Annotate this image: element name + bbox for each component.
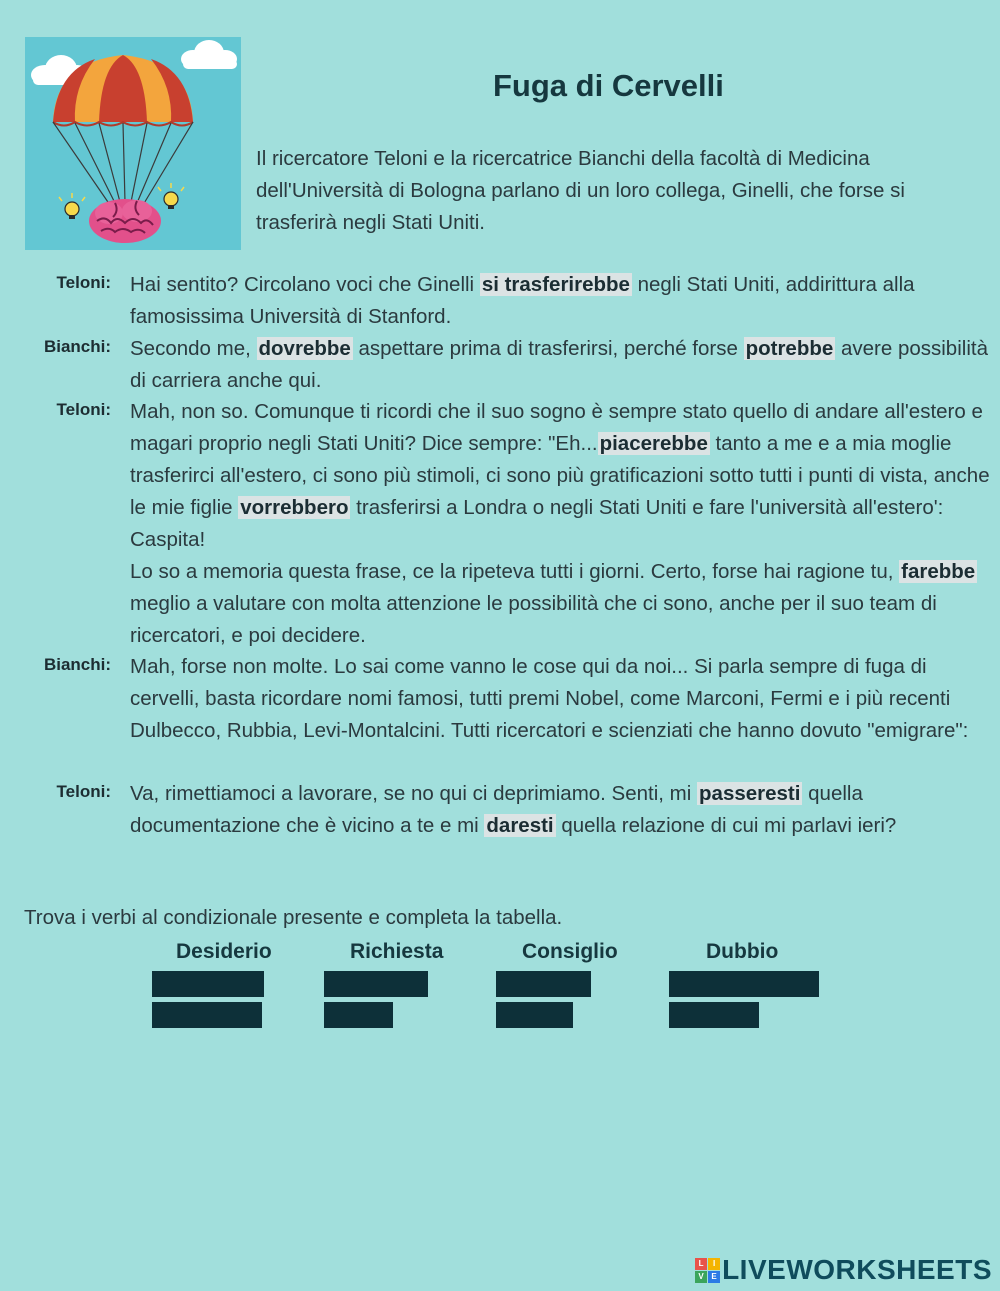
highlighted-verb: farebbe bbox=[901, 560, 976, 583]
dialogue-text: Va, rimettiamoci a lavorare, se no qui ci deprimiamo. Senti, mi bbox=[130, 782, 698, 805]
speaker-label: Bianchi: bbox=[43, 337, 111, 356]
dialogue-text: avere possibilità di carriera anche qui. bbox=[130, 337, 988, 392]
speaker-label: Teloni: bbox=[56, 782, 111, 801]
dialogue-text: tanto a me e a mia moglie trasferirci all'estero, ci sono più stimoli, ci sono più gratificazioni sotto tutti i punti di vista, anche le mie figlie bbox=[130, 432, 990, 519]
answer-input-consiglio-1[interactable] bbox=[496, 971, 591, 997]
intro-paragraph: Il ricercatore Teloni e la ricercatrice Bianchi della facoltà di Medicina dell'Università di Bologna parlano di un loro collega, Ginelli, che forse si trasferirà negli Stati Uniti. bbox=[256, 147, 905, 234]
logo-square: L bbox=[695, 1258, 707, 1270]
dialogue-text: quella documentazione che è vicino a te e mi bbox=[130, 782, 863, 837]
logo-squares-icon bbox=[695, 1258, 720, 1283]
highlighted-verb: passeresti bbox=[699, 782, 801, 805]
highlighted-verb: potrebbe bbox=[745, 337, 834, 360]
highlighted-verb: si trasferirebbe bbox=[481, 273, 630, 296]
column-header-richiesta: Richiesta bbox=[350, 940, 444, 963]
highlighted-verb: dovrebbe bbox=[258, 337, 351, 360]
dialogue-text: Hai sentito? Circolano voci che Ginelli bbox=[130, 273, 480, 296]
dialogue-line bbox=[130, 269, 990, 333]
parachute-icon bbox=[25, 37, 241, 250]
speaker-label: Teloni: bbox=[56, 273, 111, 292]
dialogue-text: aspettare prima di trasferirsi, perché forse bbox=[352, 337, 744, 360]
highlighted-verb: daresti bbox=[486, 814, 554, 837]
dialogue-text: meglio a valutare con molta attenzione le possibilità che ci sono, anche per il suo team di ricercatori, e poi decidere. bbox=[130, 592, 937, 647]
dialogue-text: negli Stati Uniti, addirittura alla famosissima Università di Stanford. bbox=[130, 273, 915, 328]
dialogue-text: trasferirsi a Londra o negli Stati Uniti e fare l'università all'estero': Caspita! bbox=[130, 496, 944, 551]
answer-input-consiglio-2[interactable] bbox=[496, 1002, 573, 1028]
highlighted-verb: piacerebbe bbox=[599, 432, 708, 455]
page-title: Fuga di Cervelli bbox=[493, 68, 724, 103]
logo-text: LIVEWORKSHEETS bbox=[722, 1254, 992, 1285]
dialogue-text: Mah, forse non molte. Lo sai come vanno le cose qui da noi... Si parla sempre di fuga di cervelli, basta ricordare nomi famosi, tutti premi Nobel, come Marconi, Fermi e i più recenti Dulbecco, Rubbia, Levi-Montalcini. Tutti ricercatori e scienziati che hanno dovuto "emigrare": bbox=[130, 655, 969, 742]
answer-input-desiderio-1[interactable] bbox=[152, 971, 264, 997]
speaker-label: Bianchi: bbox=[43, 655, 111, 674]
instruction-text: Trova i verbi al condizionale presente e completa la tabella. bbox=[24, 906, 563, 929]
speaker-label: Teloni: bbox=[56, 400, 111, 419]
dialogue-line bbox=[130, 396, 990, 652]
dialogue-text: Mah, non so. Comunque ti ricordi che il suo sogno è sempre stato quello di andare all'estero e magari proprio negli Stati Uniti? Dice sempre: "Eh... bbox=[130, 400, 983, 455]
logo-square: V bbox=[695, 1271, 707, 1283]
highlighted-verb: vorrebbero bbox=[240, 496, 349, 519]
answer-input-richiesta-1[interactable] bbox=[324, 971, 428, 997]
column-header-desiderio: Desiderio bbox=[176, 940, 272, 963]
dialogue-text: quella relazione di cui mi parlavi ieri? bbox=[555, 814, 897, 837]
dialogue-text: Secondo me, bbox=[130, 337, 257, 360]
dialogue-text: Lo so a memoria questa frase, ce la ripeteva tutti i giorni. Certo, forse hai ragione tu, bbox=[130, 560, 900, 583]
dialogue-line bbox=[130, 333, 990, 397]
dialogue-line bbox=[130, 651, 990, 747]
parachute-brain-illustration bbox=[25, 37, 241, 250]
logo-square: I bbox=[708, 1258, 720, 1270]
answer-input-richiesta-2[interactable] bbox=[324, 1002, 393, 1028]
liveworksheets-logo[interactable] bbox=[695, 1254, 992, 1286]
answer-input-dubbio-1[interactable] bbox=[669, 971, 819, 997]
logo-square: E bbox=[708, 1271, 720, 1283]
dialogue-line bbox=[130, 778, 990, 842]
answer-input-desiderio-2[interactable] bbox=[152, 1002, 262, 1028]
column-header-dubbio: Dubbio bbox=[706, 940, 779, 963]
answer-input-dubbio-2[interactable] bbox=[669, 1002, 759, 1028]
column-header-consiglio: Consiglio bbox=[522, 940, 618, 963]
